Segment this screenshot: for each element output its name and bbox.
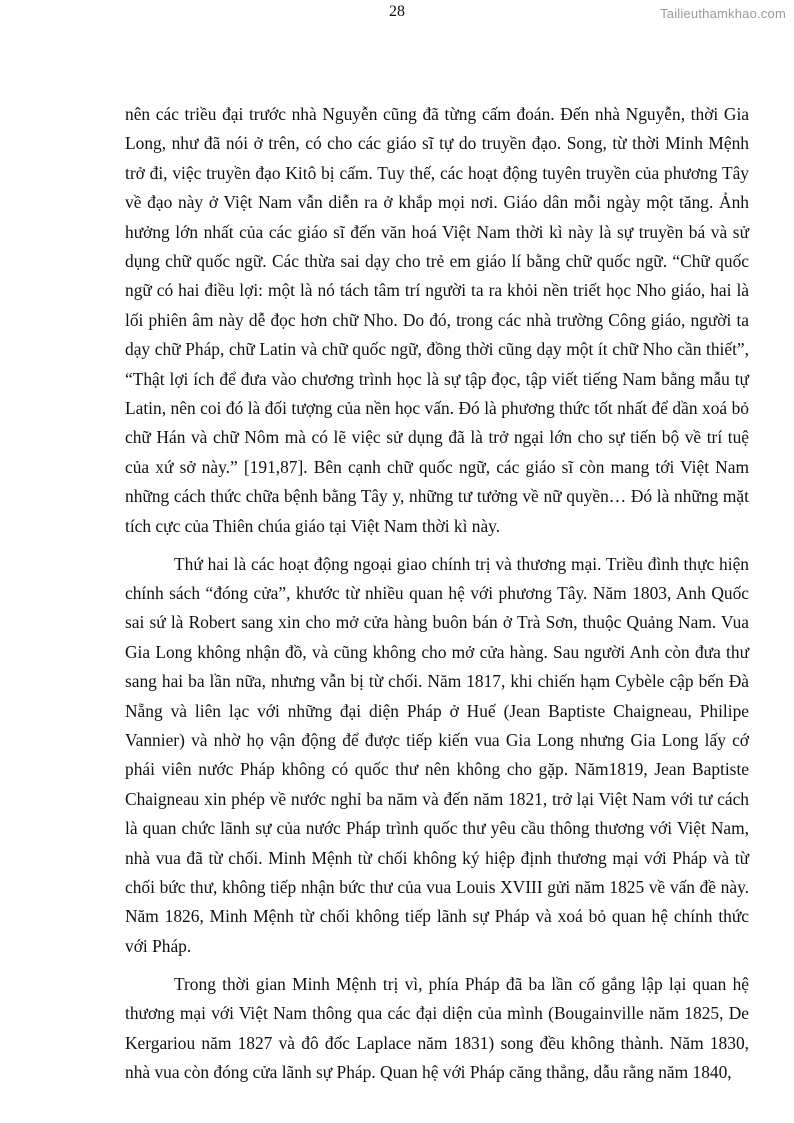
page-body: [125, 100, 749, 1087]
watermark: Tailieuthamkhao.com: [660, 6, 786, 21]
page-number: 28: [389, 3, 405, 20]
paragraph-3: Trong thời gian Minh Mệnh trị vì, phía Pháp đã ba lần cố gắng lập lại quan hệ thương mại với Việt Nam thông qua các đại diện của mình (Bougainville năm 1825, De Kergariou năm 1827 và đô đốc Laplace năm 1831) song đều không thành. Năm 1830, nhà vua còn đóng cửa lãnh sự Pháp. Quan hệ với Pháp căng thẳng, dẫu rằng năm 1840,: [125, 973, 749, 1082]
paragraph-1: nên các triều đại trước nhà Nguyễn cũng đã từng cấm đoán. Đến nhà Nguyễn, thời Gia Long, như đã nói ở trên, có cho các giáo sĩ tự do truyền đạo. Song, từ thời Minh Mệnh trở đi, việc truyền đạo Kitô bị cấm. Tuy thế, các hoạt động tuyên truyền của phương Tây về đạo này ở Việt Nam vẫn diễn ra ở khắp mọi nơi. Giáo dân mỗi ngày một tăng. Ảnh hưởng lớn nhất của các giáo sĩ đến văn hoá Việt Nam thời kì này là sự truyền bá và sử dụng chữ quốc ngữ. Các thừa sai dạy cho trẻ em giáo lí bằng chữ quốc ngữ. “Chữ quốc ngữ có hai điều lợi: một là nó tách tâm trí người ta ra khỏi nền triết học Nho giáo, hai là lối phiên âm này dễ đọc hơn chữ Nho. Do đó, trong các nhà trường Công giáo, người ta dạy chữ Pháp, chữ Latin và chữ quốc ngữ, đồng thời cũng dạy một ít chữ Nho cần thiết”, “Thật lợi ích để đưa vào chương trình học là sự tập đọc, tập viết tiếng Nam bằng mẫu tự Latin, nên coi đó là đối tượng của nền học vấn. Đó là phương thức tốt nhất để dần xoá bỏ chữ Hán và chữ Nôm mà có lẽ việc sử dụng đã là trở ngại lớn cho sự tiến bộ về trí tuệ của xứ sở này.” [191,87]. Bên cạnh chữ quốc ngữ, các giáo sĩ còn mang tới Việt Nam những cách thức chữa bệnh bằng Tây y, những tư tưởng về nữ quyền… Đó là những mặt tích cực của Thiên chúa giáo tại Việt Nam thời kì này.: [125, 104, 749, 536]
paragraph-2: Thứ hai là các hoạt động ngoại giao chính trị và thương mại. Triều đình thực hiện chính sách “đóng cửa”, khước từ nhiều quan hệ với phương Tây. Năm 1803, Anh Quốc sai sứ là Robert sang xin cho mở cửa hàng buôn bán ở Trà Sơn, thuộc Quảng Nam. Vua Gia Long không nhận đồ, và cũng không cho mở cửa hàng. Sau người Anh còn đưa thư sang hai ba lần nữa, nhưng vẫn bị từ chối. Năm 1817, khi chiến hạm Cybèle cập bến Đà Nẵng và liên lạc với những đại diện Pháp ở Huế (Jean Baptiste Chaigneau, Philipe Vannier) và nhờ họ vận động để được tiếp kiến vua Gia Long nhưng Gia Long lấy cớ phái viên nước Pháp không có quốc thư nên không cho gặp. Năm1819, Jean Baptiste Chaigneau xin phép về nước nghỉ ba năm và đến năm 1821, trở lại Việt Nam với tư cách là quan chức lãnh sự của nước Pháp trình quốc thư yêu cầu thông thương với Việt Nam, nhà vua đã từ chối. Minh Mệnh từ chối không ký hiệp định thương mại với Pháp và từ chối bức thư, không tiếp nhận bức thư của vua Louis XVIII gửi năm 1825 về vấn đề này. Năm 1826, Minh Mệnh từ chối không tiếp lãnh sự Pháp và xoá bỏ quan hệ chính thức với Pháp.: [125, 553, 749, 956]
